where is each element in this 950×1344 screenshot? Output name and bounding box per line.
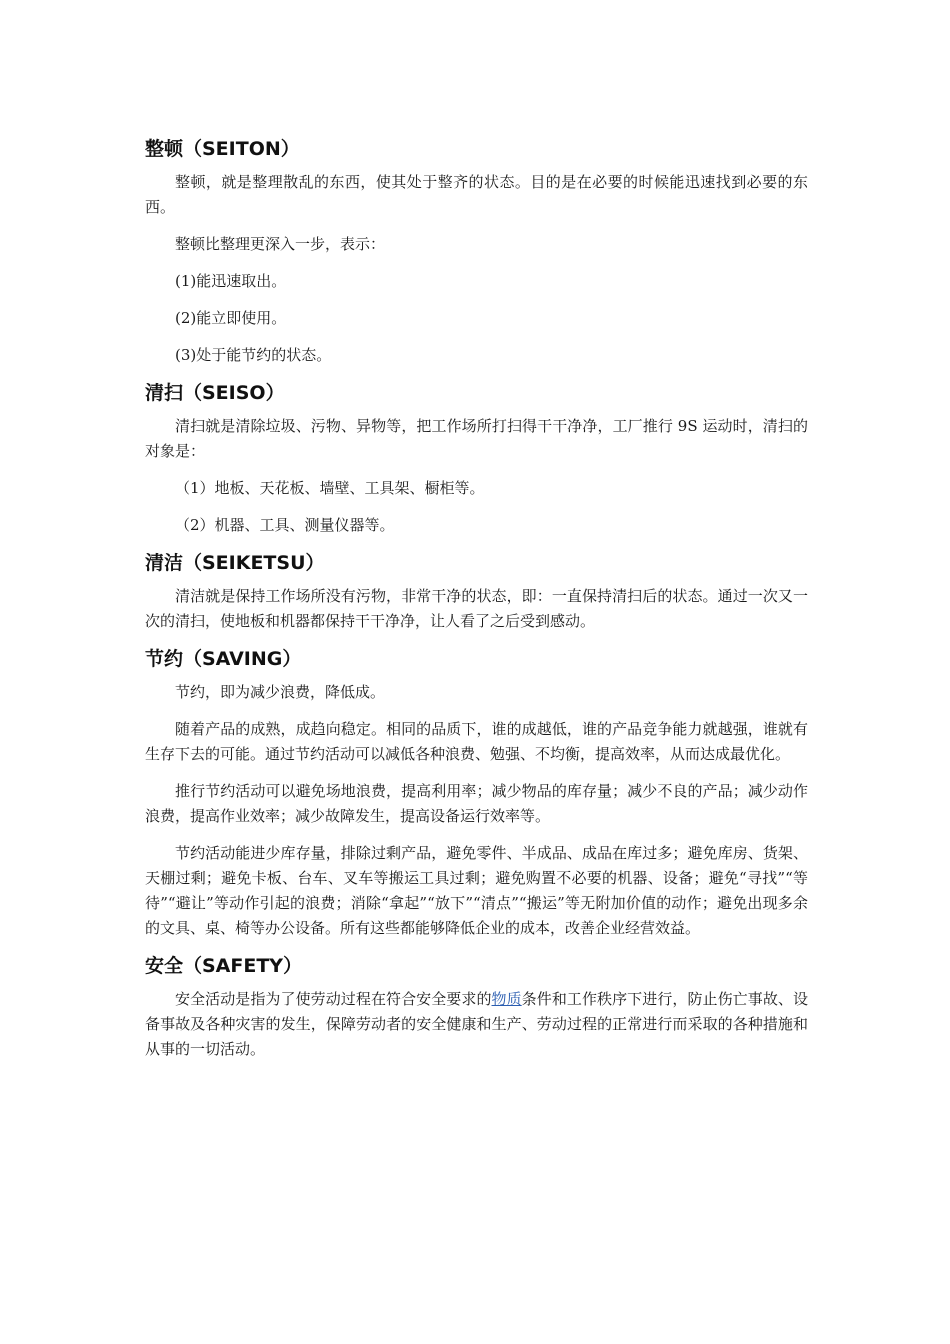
paragraph: 随着产品的成熟，成趋向稳定。相同的品质下，谁的成越低，谁的产品竞争能力就越强，谁就有生存下去的可能。通过节约活动可以减低各种浪费、勉强、不均衡，提高效率，从而达成最优化。 [145, 720, 808, 763]
paragraph: 节约活动能进少库存量，排除过剩产品，避免零件、半成品、成品在库过多；避免库房、货架、天棚过剩；避免卡板、台车、叉车等搬运工具过剩；避免购置不必要的机器、设备；避免“寻找”“等待”“避让”等动作引起的浪费；消除“拿起”“放下”“清点”“搬运”等无附加价值的动作；避免出现多余的文具、桌、椅等办公设备。所有这些都能够降低企业的成本，改善企业经营效益。 [145, 844, 808, 937]
paragraph: 清洁就是保持工作场所没有污物，非常干净的状态，即：一直保持清扫后的状态。通过一次又一次的清扫，使地板和机器都保持干干净净，让人看了之后受到感动。 [145, 587, 808, 630]
section-heading-seiso: 清扫（SEISO） [145, 382, 285, 404]
paragraph-text: 安全活动是指为了使劳动过程在符合安全要求的 [175, 990, 492, 1008]
section-heading-saving: 节约（SAVING） [145, 648, 302, 670]
list-item: (3)处于能节约的状态。 [175, 346, 332, 364]
list-item: （1）地板、天花板、墙壁、工具架、橱柜等。 [175, 479, 485, 497]
list-item: (2)能立即使用。 [175, 309, 287, 327]
paragraph: 清扫就是清除垃圾、污物、异物等，把工作场所打扫得干干净净，工厂推行 9S 运动时，清扫的对象是： [145, 417, 808, 460]
paragraph: 整顿比整理更深入一步，表示： [175, 235, 386, 253]
paragraph: 整顿，就是整理散乱的东西，使其处于整齐的状态。目的是在必要的时候能迅速找到必要的东西。 [145, 173, 808, 216]
paragraph: 节约，即为减少浪费，降低成。 [175, 683, 386, 701]
document-page [145, 128, 808, 1074]
section-heading-seiketsu: 清洁（SEIKETSU） [145, 552, 325, 574]
paragraph: 推行节约活动可以避免场地浪费，提高利用率；减少物品的库存量；减少不良的产品；减少动作浪费，提高作业效率；减少故障发生，提高设备运行效率等。 [145, 782, 808, 825]
list-item: (1)能迅速取出。 [175, 272, 287, 290]
section-heading-seiton: 整顿（SEITON） [145, 138, 300, 160]
material-link[interactable]: 物质 [491, 990, 522, 1008]
section-heading-safety: 安全（SAFETY） [145, 955, 303, 977]
paragraph-safety [145, 987, 808, 1062]
paragraph-text: 条件和工作秩序下进行，防止伤亡事故、设备事故及各种灾害的发生，保障劳动者的安全健康和生产、劳动过程的正常进行而采取的各种措施和从事的一切活动。 [145, 990, 808, 1058]
list-item: （2）机器、工具、测量仪器等。 [175, 516, 395, 534]
